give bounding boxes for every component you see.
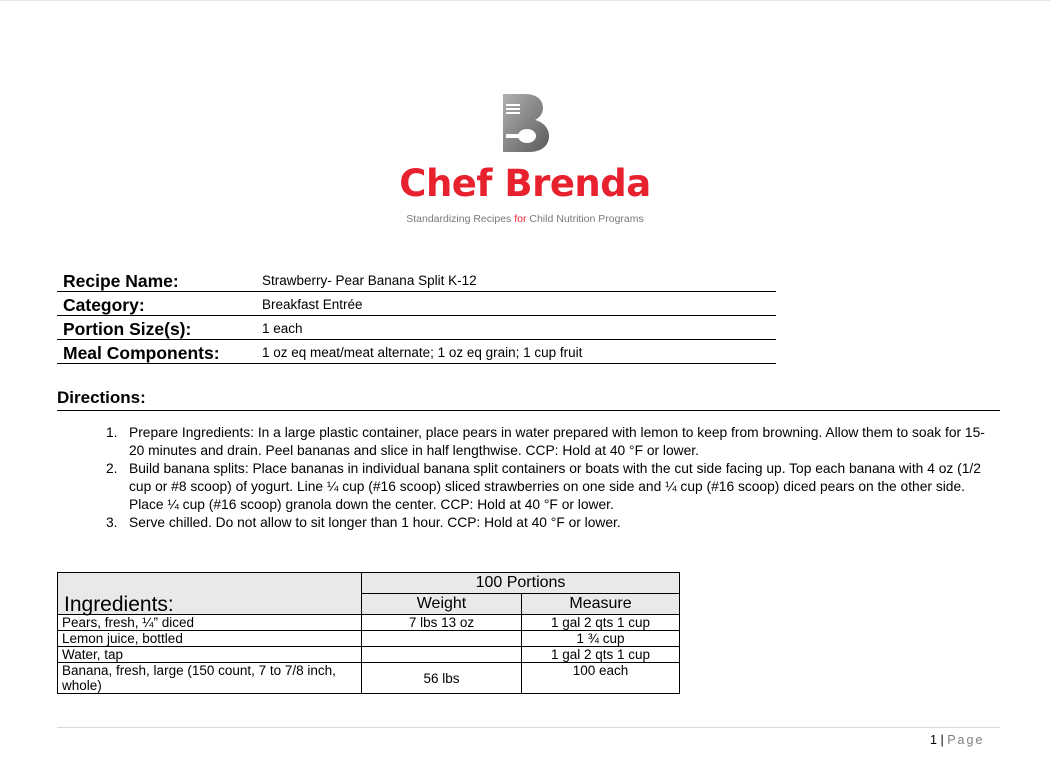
ingredients-heading: Ingredients: xyxy=(58,573,362,615)
ingredient-weight xyxy=(362,631,522,647)
measure-header: Measure xyxy=(522,594,680,615)
step-number: 1. xyxy=(106,425,118,440)
category-row xyxy=(57,292,776,316)
ingredient-measure: 1 gal 2 qts 1 cup xyxy=(522,615,680,631)
ingredient-weight: 56 lbs xyxy=(362,663,522,694)
ingredient-measure: 1 ¾ cup xyxy=(522,631,680,647)
ingredient-name: Pears, fresh, ¼” diced xyxy=(58,615,362,631)
step-text: Build banana splits: Place bananas in individual banana split containers or boats with the cut side facing up. Top each banana with 4 oz (1/2 cup or #8 scoop) of yogurt. Line ¼ cup (#16 scoop) sliced strawberries on one side and ¼ cup (#16 scoop) diced pears on the other side. Place ¼ cup (#16 scoop) granola down the center. CCP: Hold at 40 °F or lower. xyxy=(129,461,981,513)
weight-header: Weight xyxy=(362,594,522,615)
portions-header: 100 Portions xyxy=(362,573,680,594)
portion-size-value: 1 each xyxy=(262,316,776,340)
table-row xyxy=(58,663,680,694)
page-footer xyxy=(930,733,984,747)
recipe-name-value: Strawberry- Pear Banana Split K-12 xyxy=(262,268,776,292)
page-number: 1 xyxy=(930,733,938,747)
ingredients-header-row xyxy=(58,573,680,594)
directions-list xyxy=(106,424,998,533)
tagline-text-2: Child Nutrition Programs xyxy=(526,213,644,225)
ingredient-name: Water, tap xyxy=(58,647,362,663)
ingredient-name: Lemon juice, bottled xyxy=(58,631,362,647)
recipe-info-table xyxy=(57,268,776,364)
meal-components-value: 1 oz eq meat/meat alternate; 1 oz eq grain; 1 cup fruit xyxy=(262,340,776,364)
brand-name: Chef Brenda xyxy=(399,162,651,205)
tagline-for: for xyxy=(514,213,527,225)
portion-size-label: Portion Size(s): xyxy=(57,316,262,340)
table-row xyxy=(58,615,680,631)
category-label: Category: xyxy=(57,292,262,316)
recipe-name-label: Recipe Name: xyxy=(57,268,262,292)
step-text: Serve chilled. Do not allow to sit longer than 1 hour. CCP: Hold at 40 °F or lower. xyxy=(129,515,621,531)
table-row xyxy=(58,631,680,647)
step-number: 3. xyxy=(106,515,118,531)
meal-components-label: Meal Components: xyxy=(57,340,262,364)
footer-separator: | xyxy=(940,733,945,747)
direction-step xyxy=(106,424,998,460)
ingredient-measure: 1 gal 2 qts 1 cup xyxy=(522,647,680,663)
chef-brenda-logo-icon xyxy=(503,94,549,152)
ingredient-name: Banana, fresh, large (150 count, 7 to 7/8 inch, whole) xyxy=(58,663,362,694)
direction-step xyxy=(106,460,998,514)
tagline-text-1: Standardizing Recipes xyxy=(406,213,515,225)
ingredient-measure: 100 each xyxy=(522,663,680,694)
meal-components-row xyxy=(57,340,776,364)
step-text: Prepare Ingredients: In a large plastic container, place pears in water prepared with lemon to keep from browning. Allow them to soak for 15-20 minutes and drain. Peel bananas and slice in half lengthwise. CCP: Hold at 40 °F or lower. xyxy=(129,425,985,459)
recipe-name-row xyxy=(57,268,776,292)
step-number: 2. xyxy=(106,461,118,477)
footer-divider xyxy=(57,727,1000,728)
ingredient-weight: 7 lbs 13 oz xyxy=(362,615,522,631)
ingredients-table xyxy=(57,572,680,694)
table-row xyxy=(58,647,680,663)
brand-tagline xyxy=(0,213,1050,225)
page-label: Page xyxy=(947,733,985,747)
direction-step xyxy=(106,514,998,532)
ingredient-weight xyxy=(362,647,522,663)
directions-heading: Directions: xyxy=(57,388,1000,411)
category-value: Breakfast Entrée xyxy=(262,292,776,316)
portion-size-row xyxy=(57,316,776,340)
top-border xyxy=(0,0,1050,1)
